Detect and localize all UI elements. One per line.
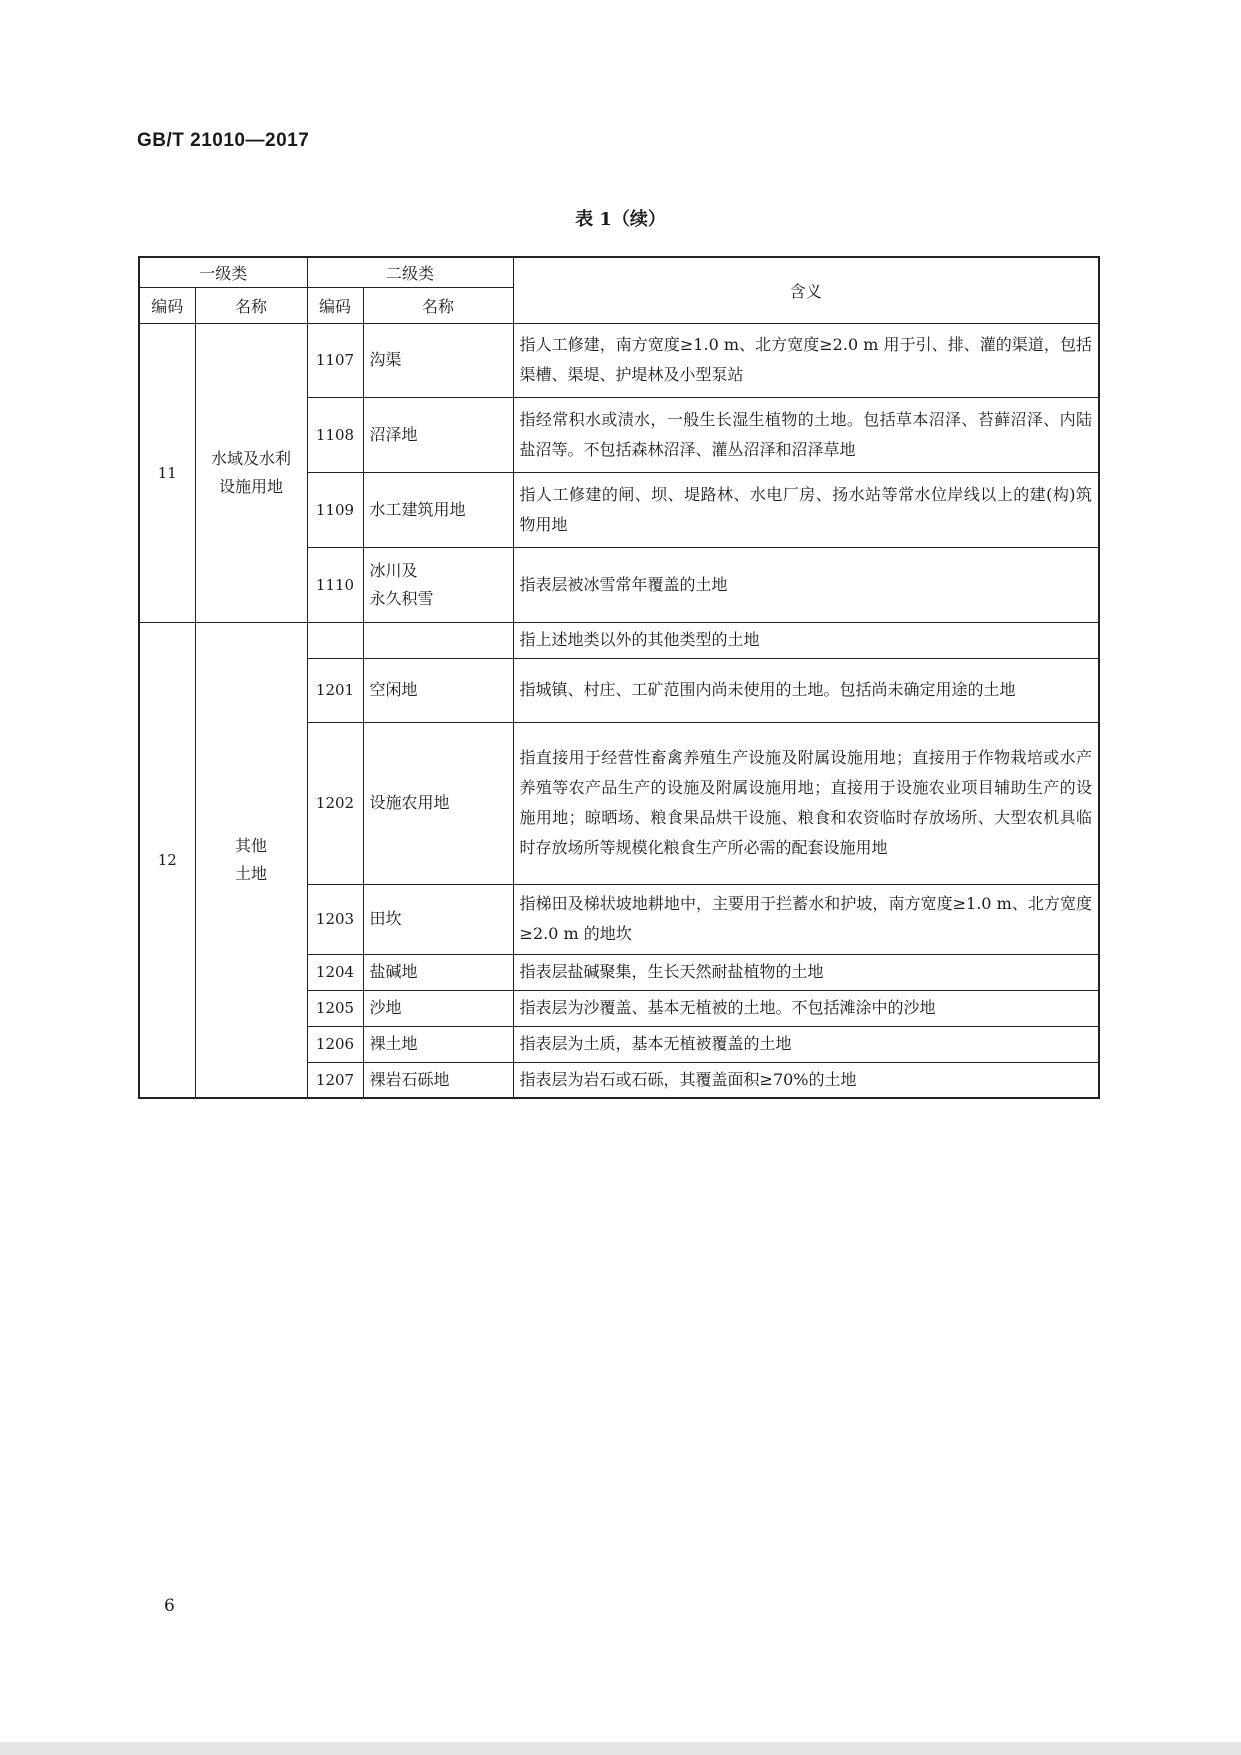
header-level2-code: 编码 bbox=[307, 287, 363, 323]
sub-name-line2: 永久积雪 bbox=[369, 588, 434, 608]
sub-code: 1204 bbox=[307, 954, 363, 990]
group-name bbox=[195, 323, 307, 622]
group-name-line2: 土地 bbox=[235, 863, 268, 883]
sub-code: 1207 bbox=[307, 1062, 363, 1098]
group-name bbox=[195, 622, 307, 1098]
sub-name: 水工建筑用地 bbox=[363, 472, 513, 547]
sub-description: 指表层为岩石或石砾，其覆盖面积≥70%的土地 bbox=[513, 1062, 1099, 1098]
sub-code-empty bbox=[307, 622, 363, 658]
sub-name: 盐碱地 bbox=[363, 954, 513, 990]
sub-description: 指人工修建，南方宽度≥1.0 m、北方宽度≥2.0 m 用于引、排、灌的渠道，包括渠槽、渠堤、护堤林及小型泵站 bbox=[513, 323, 1099, 397]
group-code: 11 bbox=[139, 323, 195, 622]
sub-name: 田坎 bbox=[363, 884, 513, 954]
sub-name: 沙地 bbox=[363, 990, 513, 1026]
sub-name: 沟渠 bbox=[363, 323, 513, 397]
table-title: 表 1（续） bbox=[575, 209, 666, 230]
sub-description: 指梯田及梯状坡地耕地中，主要用于拦蓄水和护坡，南方宽度≥1.0 m、北方宽度≥2.0 m 的地坎 bbox=[513, 884, 1099, 954]
sub-code: 1202 bbox=[307, 722, 363, 884]
sub-name-empty bbox=[363, 622, 513, 658]
sub-name: 设施农用地 bbox=[363, 722, 513, 884]
header-level1-code: 编码 bbox=[139, 287, 195, 323]
sub-code: 1109 bbox=[307, 472, 363, 547]
sub-code: 1206 bbox=[307, 1026, 363, 1062]
sub-code: 1107 bbox=[307, 323, 363, 397]
sub-code: 1201 bbox=[307, 658, 363, 722]
document-code: GB/T 21010—2017 bbox=[137, 130, 310, 151]
header-meaning: 含义 bbox=[513, 257, 1099, 323]
table-row bbox=[139, 622, 1099, 658]
header-level2: 二级类 bbox=[307, 257, 513, 287]
group-code: 12 bbox=[139, 622, 195, 1098]
group-name-line2: 设施用地 bbox=[219, 476, 284, 496]
land-classification-table bbox=[138, 256, 1100, 1099]
sub-description: 指直接用于经营性畜禽养殖生产设施及附属设施用地；直接用于作物栽培或水产养殖等农产品生产的设施及附属设施用地；直接用于设施农业项目辅助生产的设施用地；晾晒场、粮食果品烘干设施、粮食和农资临时存放场所、大型农机具临时存放场所等规模化粮食生产所必需的配套设施用地 bbox=[513, 722, 1099, 884]
sub-name: 沼泽地 bbox=[363, 397, 513, 472]
sub-description: 指表层被冰雪常年覆盖的土地 bbox=[513, 547, 1099, 622]
sub-description: 指表层为土质，基本无植被覆盖的土地 bbox=[513, 1026, 1099, 1062]
page-number: 6 bbox=[164, 1596, 175, 1616]
sub-name: 裸岩石砾地 bbox=[363, 1062, 513, 1098]
sub-code: 1203 bbox=[307, 884, 363, 954]
sub-description: 指人工修建的闸、坝、堤路林、水电厂房、扬水站等常水位岸线以上的建(构)筑物用地 bbox=[513, 472, 1099, 547]
sub-name-line1: 冰川及 bbox=[369, 560, 418, 580]
sub-code: 1108 bbox=[307, 397, 363, 472]
group-name-line1: 其他 bbox=[235, 835, 268, 855]
table-row bbox=[139, 323, 1099, 397]
sub-code: 1205 bbox=[307, 990, 363, 1026]
group-description: 指上述地类以外的其他类型的土地 bbox=[513, 622, 1099, 658]
header-level2-name: 名称 bbox=[363, 287, 513, 323]
group-name-line1: 水域及水利 bbox=[211, 448, 292, 468]
sub-name: 裸土地 bbox=[363, 1026, 513, 1062]
sub-description: 指城镇、村庄、工矿范围内尚未使用的土地。包括尚未确定用途的土地 bbox=[513, 658, 1099, 722]
sub-code: 1110 bbox=[307, 547, 363, 622]
sub-description: 指表层盐碱聚集，生长天然耐盐植物的土地 bbox=[513, 954, 1099, 990]
header-level1: 一级类 bbox=[139, 257, 307, 287]
sub-description: 指表层为沙覆盖、基本无植被的土地。不包括滩涂中的沙地 bbox=[513, 990, 1099, 1026]
page-bottom-bar bbox=[0, 1742, 1241, 1755]
header-row-1 bbox=[139, 257, 1099, 287]
sub-name: 空闲地 bbox=[363, 658, 513, 722]
sub-name bbox=[363, 547, 513, 622]
sub-description: 指经常积水或渍水，一般生长湿生植物的土地。包括草本沼泽、苔藓沼泽、内陆盐沼等。不包括森林沼泽、灌丛沼泽和沼泽草地 bbox=[513, 397, 1099, 472]
header-level1-name: 名称 bbox=[195, 287, 307, 323]
